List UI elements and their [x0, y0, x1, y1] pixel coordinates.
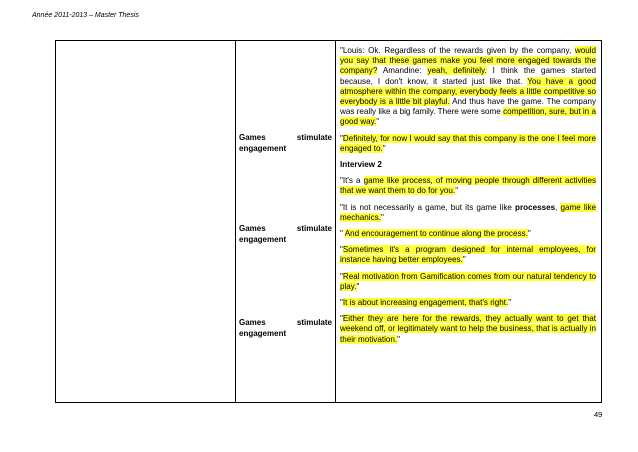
- column-divider: [235, 41, 236, 402]
- highlighted-text: would you say that these games make you feel more engaged towards the company?: [340, 46, 596, 76]
- theme-word: stimulate: [296, 318, 332, 327]
- highlighted-text: It is about increasing engagement, that's right.: [342, 298, 509, 308]
- theme-word: engagement: [239, 329, 287, 338]
- highlighted-text: Real motivation from Gamification comes from our natural tendency to play.: [340, 271, 596, 291]
- theme-cell: [239, 132, 332, 154]
- theme-word: stimulate: [296, 133, 332, 142]
- quote-paragraph: " And encouragement to continue along the process.": [340, 229, 531, 239]
- highlighted-text: Either they are here for the rewards, they actually want to get that weekend off, or legitimately want to help the business, that is actually in their motivation.: [340, 314, 596, 344]
- quote-paragraph: "It is about increasing engagement, that's right.": [340, 298, 512, 308]
- theme-word: Games: [239, 133, 266, 142]
- highlighted-text: And encouragement to continue along the process.: [344, 229, 528, 239]
- quote-paragraph: "Louis: Ok. Regardless of the rewards given by the company, would you say that these games make you feel more engaged towards the company? Amandine: yeah, definitely. I think the games started because, I don't know, it started just like that. You have a good atmosphere within the company, everybody feels a little competitive so everybody is a little bit playful. And thus have the game. The company was really like a big family. There were some competition, sure, but in a good way.": [340, 46, 596, 127]
- interview-heading: Interview 2: [340, 160, 382, 170]
- highlighted-text: Definitely, for now I would say that this company is the one I feel more engaged to.: [340, 133, 596, 153]
- highlighted-text: Sometimes it's a program designed for internal employees, for instance having better employees.: [340, 245, 596, 265]
- theme-word: engagement: [239, 144, 287, 153]
- thesis-table: [55, 40, 602, 403]
- quote-paragraph: "Sometimes it's a program designed for internal employees, for instance having better employees.": [340, 245, 596, 265]
- running-header: Année 2011-2013 – Master Thesis: [32, 12, 139, 19]
- highlighted-text: game like process, of moving people through different activities that we want them to do for you.: [340, 176, 597, 196]
- quote-paragraph: "It is not necessarily a game, but its game like processes, game like mechanics.": [340, 202, 597, 222]
- theme-word: Games: [239, 318, 266, 327]
- quote-paragraph: "Either they are here for the rewards, they actually want to get that weekend off, or legitimately want to help the business, that is actually in their motivation.": [340, 314, 596, 344]
- theme-cell: [239, 223, 332, 245]
- quote-paragraph: "Real motivation from Gamification comes from our natural tendency to play.": [340, 271, 596, 291]
- column-divider: [335, 41, 336, 402]
- highlighted-text: You have a good atmosphere within the company, everybody feels a little competitive so everybody is a little bit playful.: [340, 76, 596, 107]
- bold-text: processes: [515, 202, 556, 212]
- theme-word: Games: [239, 224, 266, 233]
- quote-paragraph: "It's a game like process, of moving people through different activities that we want them to do for you.": [340, 176, 597, 196]
- theme-word: stimulate: [296, 224, 332, 233]
- quote-paragraph: "Definitely, for now I would say that this company is the one I feel more engaged to.": [340, 133, 596, 153]
- highlighted-text: game like mechanics.: [340, 202, 597, 222]
- theme-cell: [239, 317, 332, 339]
- highlighted-text: yeah, definitely.: [427, 66, 487, 76]
- highlighted-text: competition, sure, but in a good way.: [340, 107, 596, 127]
- quotes-column: [340, 46, 596, 345]
- theme-word: engagement: [239, 235, 287, 244]
- page-number: 49: [594, 410, 603, 419]
